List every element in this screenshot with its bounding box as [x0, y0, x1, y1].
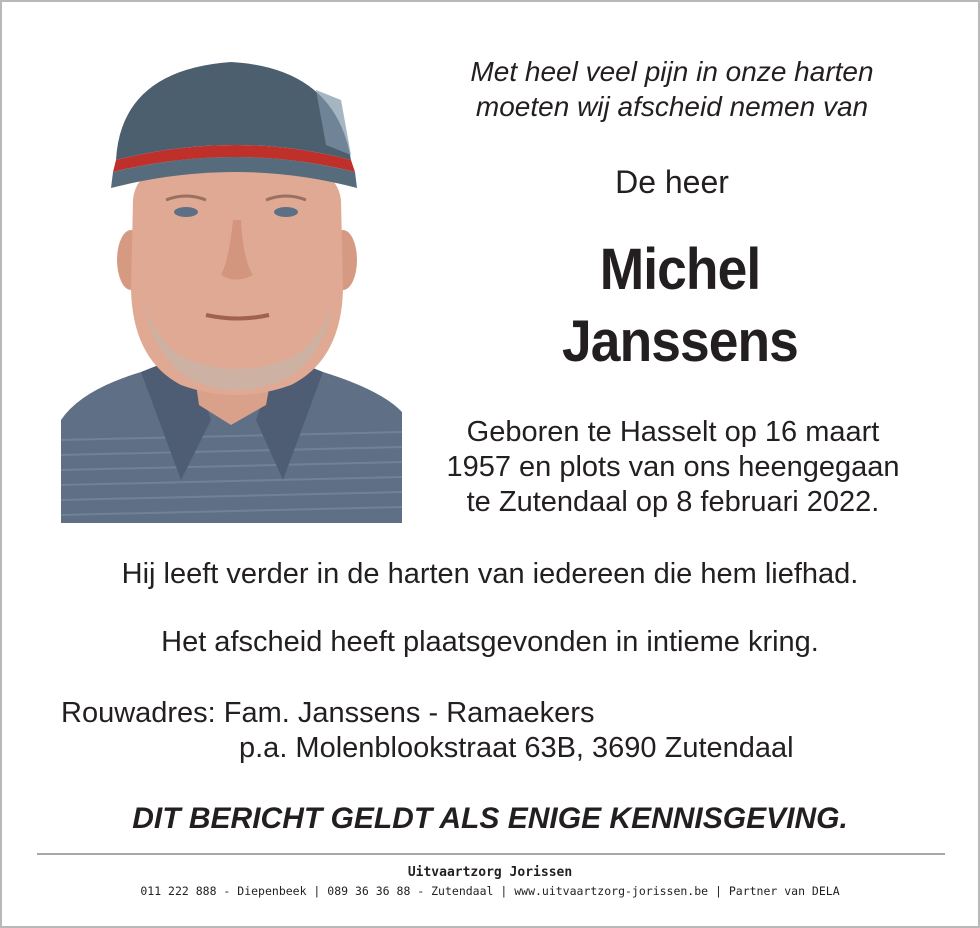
- portrait-photo: [61, 60, 402, 523]
- address-line-1: Rouwadres: Fam. Janssens - Ramaekers: [61, 697, 595, 729]
- funeral-company-name: Uitvaartzorg Jorissen: [407, 865, 573, 880]
- address-line-2: p.a. Molenblookstraat 63B, 3690 Zutendaal: [239, 732, 794, 764]
- intro-line-1: Met heel veel pijn in onze harten: [470, 56, 874, 87]
- deceased-name: [443, 234, 918, 378]
- birth-line-2: 1957 en plots van ons heengegaan: [446, 451, 900, 483]
- birth-death-details: [417, 415, 929, 520]
- portrait-illustration: [61, 60, 402, 523]
- birth-line-1: Geboren te Hasselt op 16 maart: [466, 416, 880, 448]
- birth-line-3: te Zutendaal op 8 februari 2022.: [466, 486, 880, 518]
- funeral-company-contact: 011 222 888 - Diepenbeek | 089 36 36 88 - Zutendaal | www.uitvaartzorg-jorissen.be | Partner van DELA: [140, 884, 840, 898]
- mourning-address: [61, 696, 794, 766]
- official-notice: DIT BERICHT GELDT ALS ENIGE KENNISGEVING.: [132, 802, 848, 835]
- intro-line-2: moeten wij afscheid nemen van: [475, 91, 869, 122]
- salutation: De heer: [615, 164, 729, 200]
- remembrance-text: Hij leeft verder in de harten van iedereen die hem liefhad.: [121, 558, 859, 590]
- last-name: Janssens: [562, 309, 798, 374]
- ceremony-text: Het afscheid heeft plaatsgevonden in intieme kring.: [161, 626, 819, 658]
- intro-text: [422, 54, 922, 124]
- first-name: Michel: [599, 237, 761, 302]
- footer-divider: [37, 853, 945, 855]
